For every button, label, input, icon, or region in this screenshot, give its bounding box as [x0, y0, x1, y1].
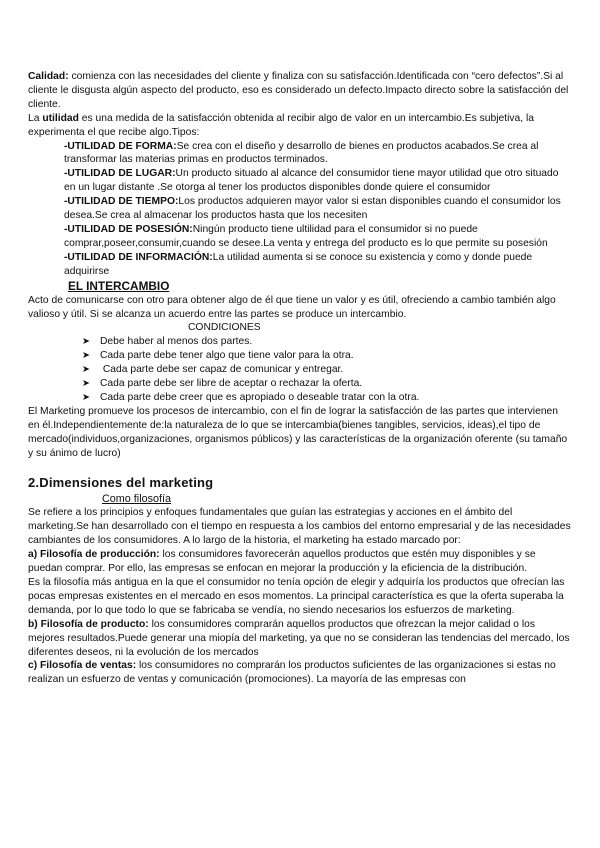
filosofia-produccion-text: los consumidores favorecerán aquellos productos que estén muy disponibles y se puedan comprar. Por ello, las empresas se enfocan en mejorar la producción y la eficiencia de la distribución. — [28, 549, 536, 575]
condiciones-list — [28, 335, 572, 405]
intercambio-paragraph: Acto de comunicarse con otro para obtener algo de él que tiene un valor y es útil, ofreciendo a cambio también algo valioso y útil. Si se alcanza un acuerdo entre las partes se produce un intercambio. — [28, 294, 556, 320]
filosofia-ventas-term: c) Filosofía de ventas: — [28, 660, 137, 672]
filosofia-producto-term: b) Filosofía de producto: — [28, 618, 149, 630]
utilidad-informacion-text: La utilidad aumenta si se conoce su existencia y como y donde puede adquirirse — [64, 251, 533, 277]
filosofia-produccion-term: a) Filosofía de producción: — [28, 549, 160, 561]
utilidad-lugar — [28, 167, 572, 195]
list-item — [82, 335, 572, 349]
list-item — [82, 363, 572, 377]
condicion-text: Cada parte debe tener algo que tiene valor para la otra. — [100, 350, 354, 362]
utilidad-tiempo-term: -UTILIDAD DE TIEMPO: — [64, 196, 179, 208]
dimensiones-heading: 2.Dimensiones del marketing — [28, 475, 214, 491]
arrow-bullet-icon: ➤ — [82, 378, 90, 390]
dimensiones-intro: Se refiere a los principios y enfoques fundamentales que guían las estrategias y acciones en el ámbito del marketing.Se han desarrollado con el tiempo en respuesta a los cambios del entorno empresarial y de las necesidades cambiantes de los consumidores. A lo largo de la historia, el marketing ha estado marcado por: — [28, 507, 571, 547]
condicion-text: Cada parte debe ser capaz de comunicar y entregar. — [100, 364, 344, 376]
condiciones-label: CONDICIONES — [188, 322, 261, 334]
utilidad-lugar-term: -UTILIDAD DE LUGAR: — [64, 168, 176, 180]
list-item — [82, 391, 572, 405]
calidad-paragraph — [28, 70, 572, 112]
document-body — [28, 70, 572, 687]
condicion-text: Cada parte debe ser libre de aceptar o rechazar la oferta. — [100, 378, 363, 390]
filosofia-subheading: Como filosofía — [102, 493, 172, 506]
utilidad-lugar-text: Un producto situado al alcance del consumidor tiene mayor utilidad que otro situado en un lugar distante .Se otorga al tener los productos disponibles donde quiere el consumidor — [64, 168, 559, 194]
utilidad-pre: La — [28, 112, 43, 124]
condicion-text: Cada parte debe creer que es apropiado o deseable tratar con la otra. — [100, 391, 420, 403]
arrow-bullet-icon: ➤ — [82, 350, 90, 362]
utilidad-informacion — [28, 251, 572, 279]
utilidad-paragraph — [28, 112, 572, 140]
arrow-bullet-icon: ➤ — [82, 336, 90, 348]
filosofia-producto — [28, 618, 572, 660]
utilidad-forma — [28, 140, 572, 168]
utilidad-posesion-text: Ningún producto tiene ultilidad para el consumidor si no puede comprar,poseer,consumir,cuando se desee.La venta y entrega del producto es lo que permite su posesión — [64, 223, 548, 249]
intercambio-heading: EL INTERCAMBIO — [68, 278, 170, 293]
utilidad-forma-term: -UTILIDAD DE FORMA: — [64, 140, 177, 152]
utilidad-informacion-term: -UTILIDAD DE INFORMACIÓN: — [64, 251, 213, 263]
utilidad-posesion-term: -UTILIDAD DE POSESIÓN: — [64, 223, 193, 235]
condicion-text: Debe haber al menos dos partes. — [100, 336, 253, 348]
utilidad-text: es una medida de la satisfacción obtenida al recibir algo de valor en un intercambio.Es subjetiva, la experimenta el que recibe algo.Tipos: — [28, 112, 534, 138]
filosofia-ventas — [28, 659, 572, 687]
arrow-bullet-icon: ➤ — [82, 391, 90, 403]
utilidad-forma-text: Se crea con el diseño y desarrollo de bienes en productos acabados.Se crea al transformar las materias primas en productos terminados. — [64, 140, 539, 166]
list-item — [82, 377, 572, 391]
filosofia-producto-text: los consumidores comprarán aquellos productos que ofrezcan la mejor calidad o los mejores resultados.Puede generar una miopía del marketing, ya que no se consideran las tendencias del mercado, los diferentes deseos, ni la evolución de los mercados — [28, 618, 570, 658]
filosofia-produccion-extra: Es la filosofía más antigua en la que el consumidor no tenía opción de elegir y adquiría los productos que ofrecían las pocas empresas existentes en el mercado en esos momentos. La principal característica es que la oferta superaba la demanda, por lo que todo lo que se fabricaba se vendía, no siendo necesarios los esfuerzos de marketing. — [28, 577, 565, 616]
utilidad-tiempo — [28, 195, 572, 223]
filosofia-ventas-text: los consumidores no comprarán los productos suficientes de las organizaciones si estas no realizan un esfuerzo de ventas y comunicación (promociones). La mayoría de las empresas con — [28, 660, 556, 686]
marketing-intercambio-paragraph: El Marketing promueve los procesos de intercambio, con el fin de lograr la satisfacción de las partes que intervienen en él.Independientemente de:la naturaleza de lo que se intercambia(bienes tangibles, servicios, ideas),el tipo de mercado(individuos,organizaciones, organismos públicos) y las características de la organización oferente (su tamaño y su ánimo de lucro) — [28, 405, 568, 459]
utilidad-posesion — [28, 223, 572, 251]
list-item — [82, 349, 572, 363]
utilidad-term: utilidad — [42, 112, 79, 124]
arrow-bullet-icon: ➤ — [82, 364, 90, 376]
utilidad-tiempo-text: Los productos adquieren mayor valor si estan disponibles cuando el consumidor los desea.Se crea al almacenar los productos hasta que los necesiten — [64, 196, 561, 222]
filosofia-produccion — [28, 548, 572, 576]
calidad-term: Calidad: — [28, 71, 69, 82]
calidad-text: comienza con las necesidades del cliente y finaliza con su satisfacción.Identificada con “cero defectos”.Si al cliente le disgusta algún aspecto del producto, eso es considerado un defecto.Impacto directo sobre la satisfacción del cliente. — [28, 71, 569, 110]
